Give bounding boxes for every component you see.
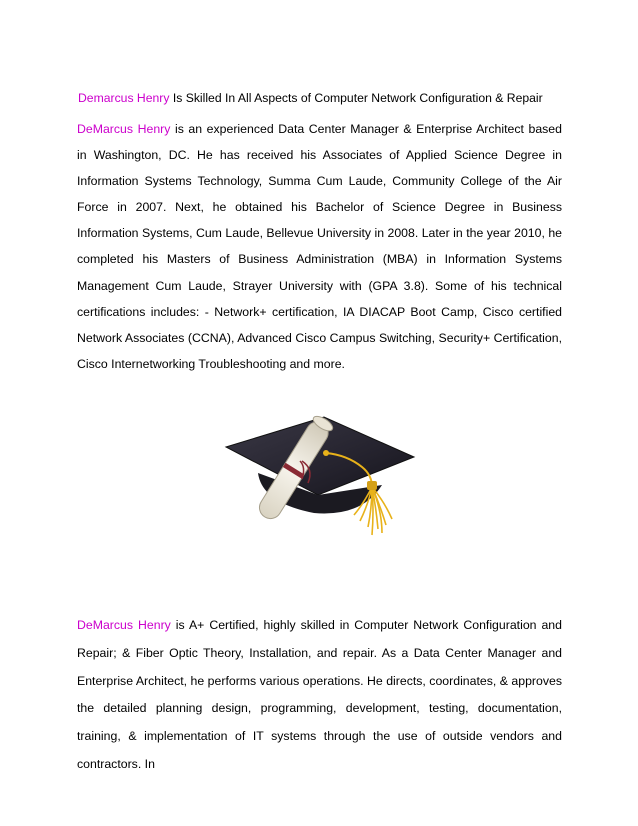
heading-text: Is Skilled In All Aspects of Computer Network Configuration & Repair [169, 91, 543, 105]
intro-paragraph [77, 116, 562, 377]
intro-text: is an experienced Data Center Manager & Enterprise Architect based in Washington, DC. He has received his Associates of Applied Science Degree in Information Systems Technology, Summa Cum Laude, Community College of the Air Force in 2007. Next, he obtained his Bachelor of Science Degree in Business Information Systems, Cum Laude, Bellevue University in 2008. Later in the year 2010, he completed his Masters of Business Administration (MBA) in Information Systems Management Cum Laude, Strayer University with (GPA 3.8). Some of his technical certifications includes: - Network+ certification, IA DIACAP Boot Camp, Cisco certified Network Associates (CCNA), Advanced Cisco Campus Switching, Security+ Certification, Cisco Internetworking Troubleshooting and more. [77, 122, 562, 371]
page-heading [78, 90, 578, 106]
intro-name: DeMarcus Henry [77, 122, 171, 136]
heading-name: Demarcus Henry [78, 91, 170, 105]
skills-name: DeMarcus Henry [77, 618, 171, 632]
skills-paragraph [77, 612, 562, 779]
skills-text: is A+ Certified, highly skilled in Computer Network Configuration and Repair; & Fiber Optic Theory, Installation, and repair. As a Data Center Manager and Enterprise Architect, he performs various operations. He directs, coordinates, & approves the detailed planning design, programming, development, testing, documentation, training, & implementation of IT systems through the use of outside vendors and contractors. In [77, 618, 562, 771]
graduation-cap-illustration [222, 395, 418, 550]
graduation-cap-image [222, 395, 418, 550]
